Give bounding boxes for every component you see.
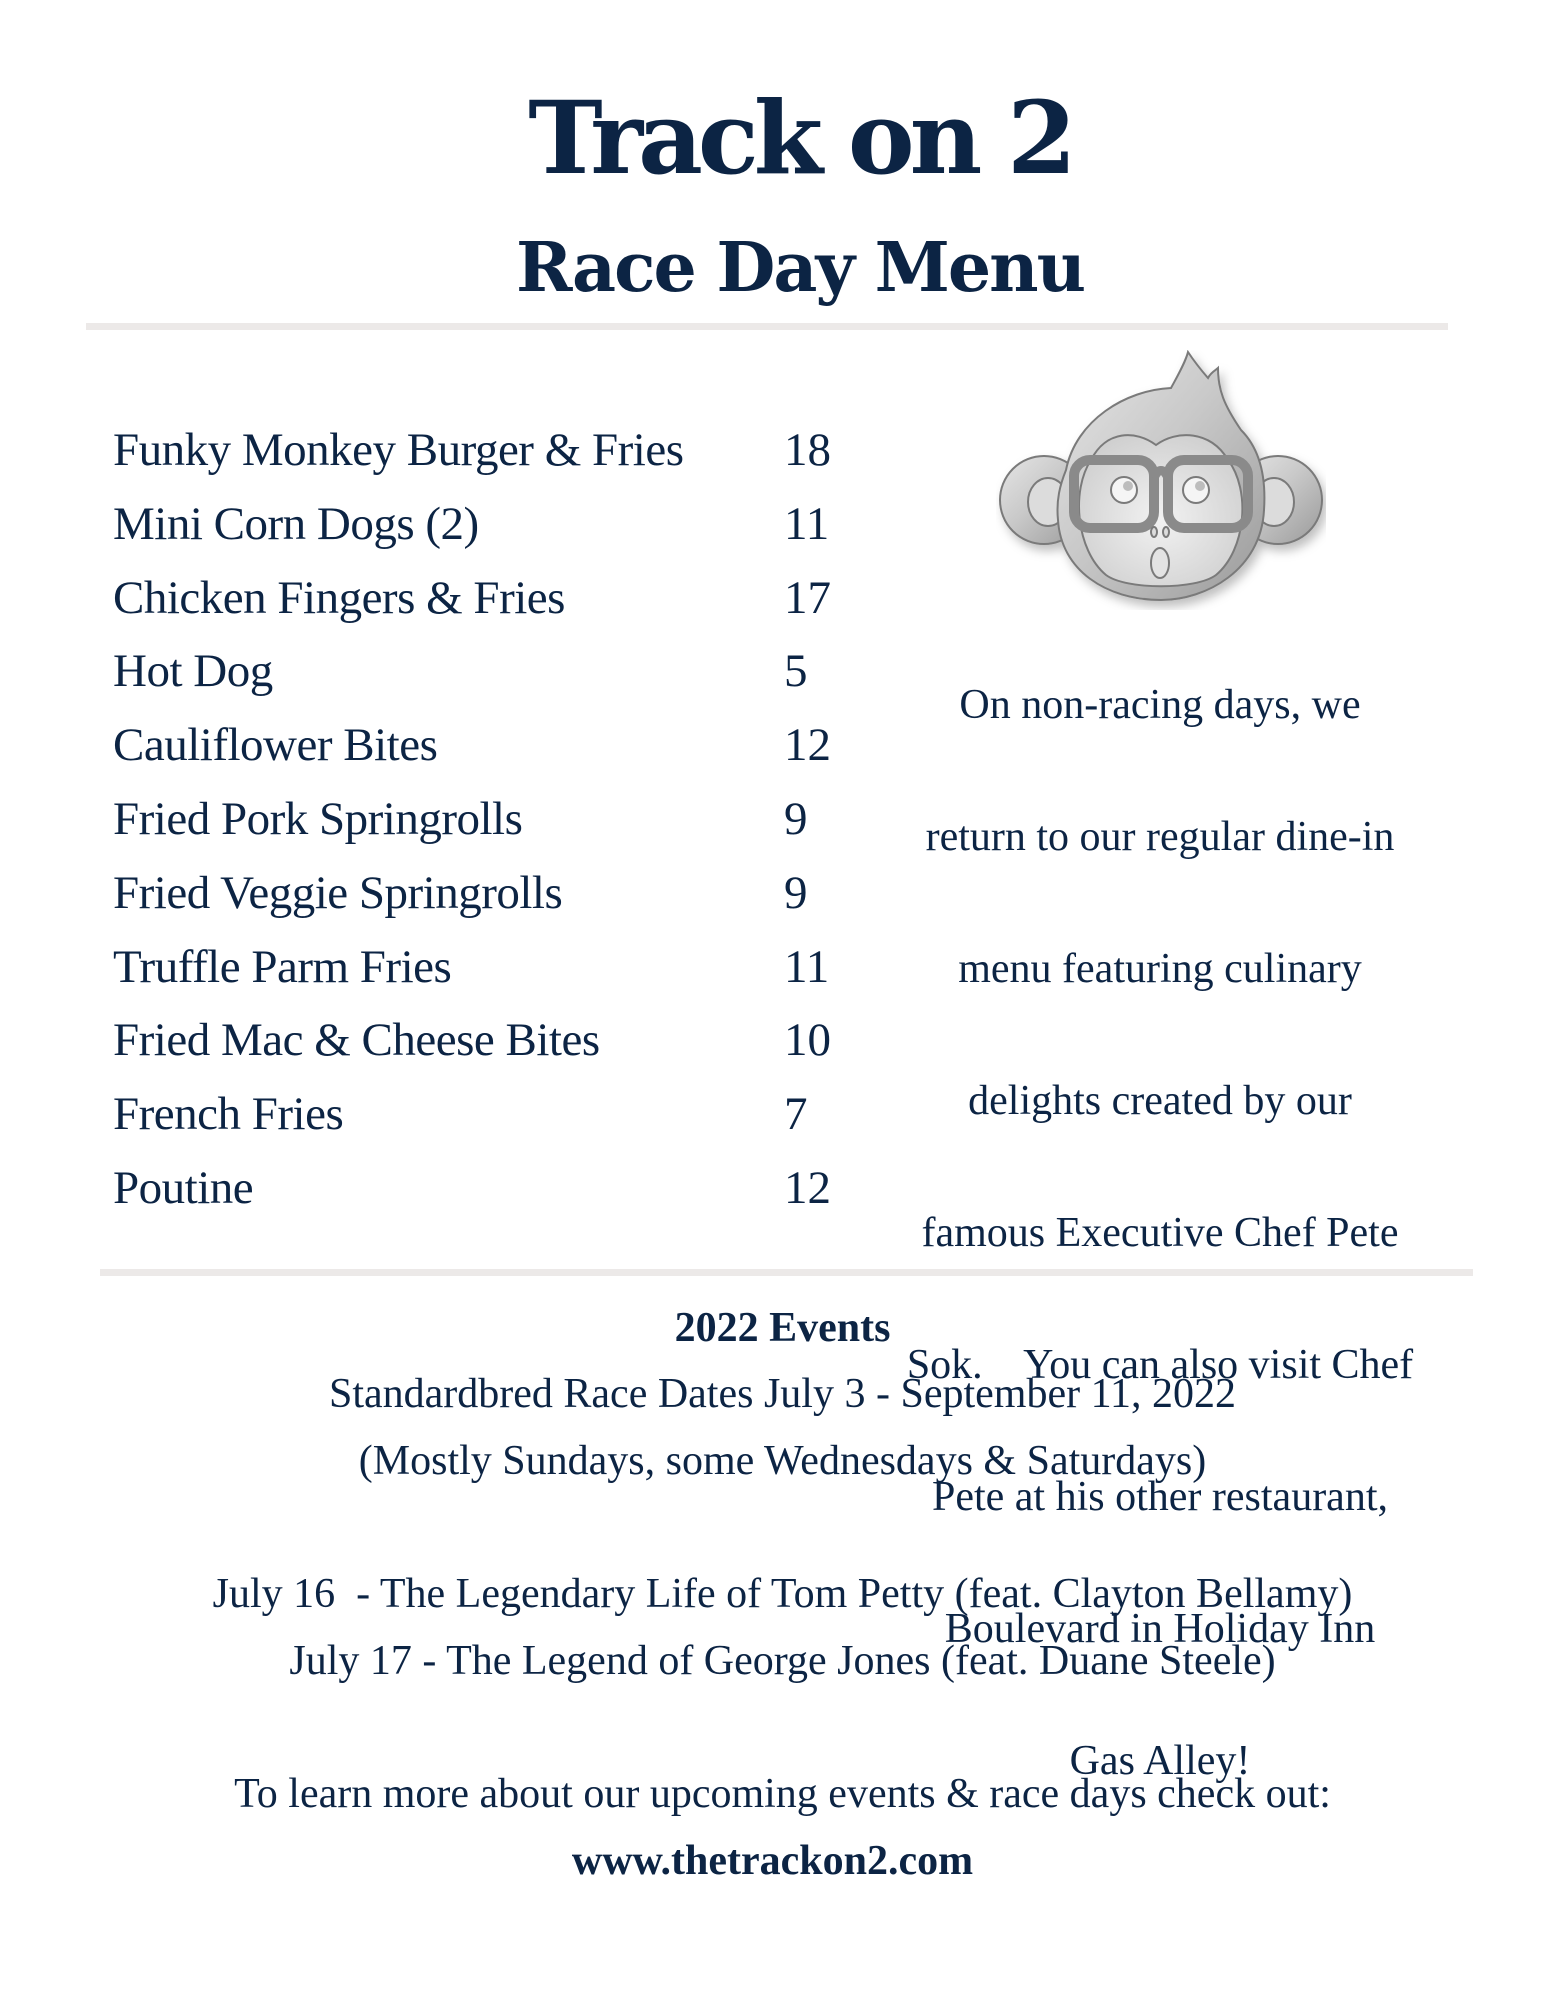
menu-item-price: 12 [784, 719, 831, 772]
menu-item [113, 568, 853, 642]
menu-item [113, 1010, 853, 1084]
blurb-line: Pete at his other restaurant, [931, 1474, 1388, 1520]
menu-list [113, 420, 853, 1232]
monkey-with-glasses-icon [996, 350, 1326, 610]
event-item: July 16 - The Legendary Life of Tom Petty (feat. Clayton Bellamy) [212, 1571, 1353, 1617]
spacer [0, 1695, 1545, 1761]
blurb-line: famous Executive Chef Pete [921, 1210, 1399, 1256]
race-dates-note: (Mostly Sundays, some Wednesdays & Saturdays) [358, 1438, 1207, 1484]
blurb-line: delights created by our [968, 1078, 1352, 1124]
menu-item-name: Hot Dog [113, 645, 273, 698]
menu-item-price: 11 [784, 940, 830, 993]
blurb-line: On non-racing days, we [959, 682, 1361, 728]
blurb-line: return to our regular dine-in [925, 814, 1395, 860]
blurb-line: Gas Alley! [1069, 1738, 1251, 1784]
spacer [0, 1495, 1545, 1561]
bottom-divider [100, 1269, 1473, 1276]
menu-item-price: 10 [784, 1014, 831, 1067]
blurb-line: Sok. You can also visit Chef [906, 1342, 1414, 1388]
events-section [0, 1295, 1545, 1894]
menu-item-name: Fried Veggie Springrolls [113, 866, 563, 919]
menu-item-name: Poutine [113, 1161, 254, 1214]
menu-item-price: 9 [784, 792, 808, 845]
menu-item-price: 18 [784, 424, 831, 476]
menu-item [113, 420, 853, 494]
menu-item [113, 863, 853, 937]
menu-item-name: Cauliflower Bites [113, 719, 438, 772]
menu-item-price: 7 [784, 1088, 808, 1141]
menu-item-name: Funky Monkey Burger & Fries [113, 424, 684, 476]
menu-item-name: Mini Corn Dogs (2) [113, 497, 479, 550]
menu-item-name: French Fries [113, 1088, 344, 1141]
menu-item-price: 5 [784, 645, 808, 698]
menu-item [113, 789, 853, 863]
restaurant-title: Track on 2 [528, 79, 1072, 197]
website-link[interactable]: www.thetrackon2.com [571, 1838, 974, 1884]
menu-item [113, 494, 853, 568]
event-item: July 17 - The Legend of George Jones (feat. Duane Steele) [289, 1638, 1276, 1684]
menu-item-name: Truffle Parm Fries [113, 940, 452, 993]
menu-item [113, 1084, 853, 1158]
menu-item-price: 17 [784, 571, 831, 624]
menu-item [113, 1158, 853, 1232]
events-heading: 2022 Events [674, 1305, 891, 1351]
menu-item-name: Fried Pork Springrolls [113, 792, 523, 845]
menu-item-price: 9 [784, 866, 808, 919]
menu-item-name: Fried Mac & Cheese Bites [113, 1014, 600, 1067]
race-dates: Standardbred Race Dates July 3 - September 11, 2022 [328, 1371, 1237, 1417]
blurb-line: Boulevard in Holiday Inn [944, 1606, 1376, 1652]
menu-item-price: 11 [784, 497, 830, 550]
menu-item [113, 715, 853, 789]
menu-item-price: 12 [784, 1161, 831, 1214]
menu-item-name: Chicken Fingers & Fries [113, 571, 565, 624]
top-divider [86, 323, 1448, 330]
menu-item [113, 641, 853, 715]
menu-subtitle: Race Day Menu [515, 228, 1085, 308]
menu-item [113, 937, 853, 1011]
blurb-line: menu featuring culinary [958, 946, 1362, 992]
events-cta: To learn more about our upcoming events & race days check out: [234, 1771, 1331, 1817]
